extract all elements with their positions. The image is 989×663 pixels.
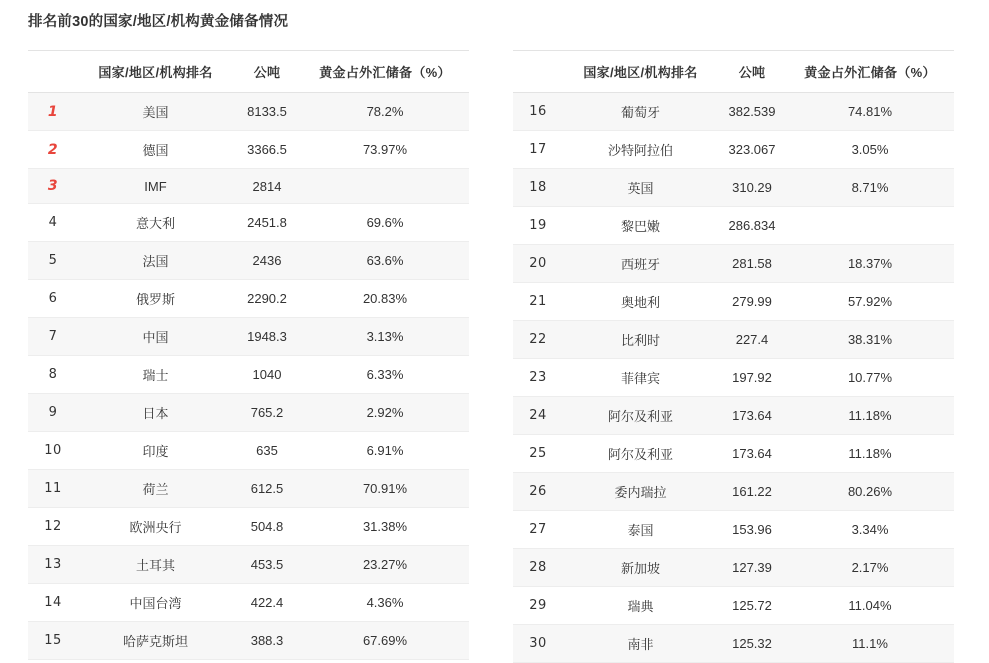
cell-tonnes: 125.72 [718, 587, 786, 625]
table-row [513, 245, 954, 283]
cell-pct: 3.34% [786, 511, 954, 549]
cell-tonnes: 281.58 [718, 245, 786, 283]
cell-pct [786, 207, 954, 245]
cell-rank: 26 [513, 473, 563, 511]
cell-rank: 29 [513, 587, 563, 625]
cell-tonnes: 197.92 [718, 359, 786, 397]
cell-tonnes: 635 [233, 432, 301, 470]
cell-rank: 19 [513, 207, 563, 245]
cell-rank: 22 [513, 321, 563, 359]
cell-rank: 15 [28, 622, 78, 660]
cell-rank: 23 [513, 359, 563, 397]
table-row [513, 93, 954, 131]
cell-pct: 2.92% [301, 394, 469, 432]
cell-pct: 11.18% [786, 435, 954, 473]
cell-pct: 3.13% [301, 318, 469, 356]
left-table-body [28, 93, 469, 660]
table-row [513, 397, 954, 435]
table-row [513, 587, 954, 625]
cell-pct: 2.17% [786, 549, 954, 587]
cell-country: 瑞士 [78, 356, 233, 394]
cell-country: 葡萄牙 [563, 93, 718, 131]
cell-country: 泰国 [563, 511, 718, 549]
table-row [513, 283, 954, 321]
column-header-pct: 黄金占外汇储备（%） [786, 51, 954, 93]
cell-rank: 17 [513, 131, 563, 169]
cell-pct: 74.81% [786, 93, 954, 131]
cell-country: IMF [78, 169, 233, 204]
cell-rank: 3 [28, 169, 78, 204]
table-row [28, 546, 469, 584]
cell-rank: 13 [28, 546, 78, 584]
table-row [28, 131, 469, 169]
cell-country: 阿尔及利亚 [563, 397, 718, 435]
cell-country: 新加坡 [563, 549, 718, 587]
cell-rank: 9 [28, 394, 78, 432]
left-table-wrapper [28, 50, 469, 660]
table-row [28, 204, 469, 242]
table-row [28, 622, 469, 660]
table-row [513, 625, 954, 663]
table-row [28, 584, 469, 622]
cell-country: 阿尔及利亚 [563, 435, 718, 473]
cell-tonnes: 310.29 [718, 169, 786, 207]
tables-container [0, 50, 989, 663]
cell-tonnes: 127.39 [718, 549, 786, 587]
table-row [28, 169, 469, 204]
cell-tonnes: 504.8 [233, 508, 301, 546]
table-row [28, 242, 469, 280]
cell-country: 土耳其 [78, 546, 233, 584]
cell-tonnes: 1948.3 [233, 318, 301, 356]
cell-rank: 4 [28, 204, 78, 242]
cell-country: 沙特阿拉伯 [563, 131, 718, 169]
cell-tonnes: 161.22 [718, 473, 786, 511]
cell-country: 俄罗斯 [78, 280, 233, 318]
cell-rank: 27 [513, 511, 563, 549]
cell-pct: 67.69% [301, 622, 469, 660]
cell-country: 瑞典 [563, 587, 718, 625]
cell-rank: 21 [513, 283, 563, 321]
cell-country: 委内瑞拉 [563, 473, 718, 511]
cell-tonnes: 388.3 [233, 622, 301, 660]
cell-rank: 5 [28, 242, 78, 280]
cell-pct: 69.6% [301, 204, 469, 242]
cell-tonnes: 765.2 [233, 394, 301, 432]
cell-country: 哈萨克斯坦 [78, 622, 233, 660]
cell-pct: 18.37% [786, 245, 954, 283]
cell-country: 印度 [78, 432, 233, 470]
cell-tonnes: 153.96 [718, 511, 786, 549]
cell-country: 法国 [78, 242, 233, 280]
cell-tonnes: 125.32 [718, 625, 786, 663]
cell-pct: 73.97% [301, 131, 469, 169]
table-row [28, 280, 469, 318]
cell-pct: 78.2% [301, 93, 469, 131]
cell-rank: 28 [513, 549, 563, 587]
cell-rank: 11 [28, 470, 78, 508]
table-row [513, 359, 954, 397]
table-row [28, 432, 469, 470]
table-row [513, 131, 954, 169]
cell-tonnes: 2814 [233, 169, 301, 204]
column-header-tonnes: 公吨 [233, 51, 301, 93]
cell-country: 欧洲央行 [78, 508, 233, 546]
cell-pct: 23.27% [301, 546, 469, 584]
cell-country: 荷兰 [78, 470, 233, 508]
cell-tonnes: 1040 [233, 356, 301, 394]
cell-country: 南非 [563, 625, 718, 663]
cell-pct [301, 169, 469, 204]
cell-pct: 80.26% [786, 473, 954, 511]
table-row [513, 207, 954, 245]
cell-rank: 14 [28, 584, 78, 622]
cell-country: 中国台湾 [78, 584, 233, 622]
cell-pct: 6.33% [301, 356, 469, 394]
cell-tonnes: 8133.5 [233, 93, 301, 131]
column-header-pct: 黄金占外汇储备（%） [301, 51, 469, 93]
cell-country: 西班牙 [563, 245, 718, 283]
right-table-wrapper [513, 50, 954, 663]
table-row [513, 321, 954, 359]
right-table-body [513, 93, 954, 663]
column-header-rank-index [28, 51, 78, 93]
cell-country: 中国 [78, 318, 233, 356]
cell-tonnes: 323.067 [718, 131, 786, 169]
cell-country: 菲律宾 [563, 359, 718, 397]
table-row [513, 473, 954, 511]
cell-country: 日本 [78, 394, 233, 432]
table-row [28, 508, 469, 546]
cell-country: 比利时 [563, 321, 718, 359]
page-title: 排名前30的国家/地区/机构黄金储备情况 [28, 14, 289, 30]
table-header-row [513, 51, 954, 93]
cell-country: 英国 [563, 169, 718, 207]
cell-pct: 11.1% [786, 625, 954, 663]
cell-rank: 20 [513, 245, 563, 283]
cell-rank: 1 [28, 93, 78, 131]
cell-rank: 30 [513, 625, 563, 663]
cell-pct: 11.04% [786, 587, 954, 625]
cell-rank: 24 [513, 397, 563, 435]
cell-pct: 57.92% [786, 283, 954, 321]
cell-pct: 3.05% [786, 131, 954, 169]
cell-pct: 31.38% [301, 508, 469, 546]
table-row [513, 511, 954, 549]
cell-rank: 25 [513, 435, 563, 473]
cell-pct: 4.36% [301, 584, 469, 622]
cell-tonnes: 2436 [233, 242, 301, 280]
table-row [28, 318, 469, 356]
cell-tonnes: 173.64 [718, 435, 786, 473]
cell-pct: 63.6% [301, 242, 469, 280]
table-row [513, 549, 954, 587]
table-row [513, 435, 954, 473]
gold-reserves-table-right [513, 50, 954, 663]
cell-country: 奥地利 [563, 283, 718, 321]
cell-country: 美国 [78, 93, 233, 131]
cell-tonnes: 173.64 [718, 397, 786, 435]
cell-rank: 7 [28, 318, 78, 356]
column-header-rank-index [513, 51, 563, 93]
cell-tonnes: 2290.2 [233, 280, 301, 318]
cell-tonnes: 612.5 [233, 470, 301, 508]
table-header-row [28, 51, 469, 93]
cell-tonnes: 279.99 [718, 283, 786, 321]
cell-rank: 18 [513, 169, 563, 207]
table-row [28, 470, 469, 508]
table-row [513, 169, 954, 207]
cell-pct: 11.18% [786, 397, 954, 435]
cell-country: 意大利 [78, 204, 233, 242]
cell-pct: 10.77% [786, 359, 954, 397]
table-row [28, 394, 469, 432]
cell-rank: 16 [513, 93, 563, 131]
column-header-country: 国家/地区/机构排名 [78, 51, 233, 93]
table-row [28, 356, 469, 394]
cell-rank: 12 [28, 508, 78, 546]
gold-reserves-table-left [28, 50, 469, 660]
cell-tonnes: 286.834 [718, 207, 786, 245]
cell-pct: 8.71% [786, 169, 954, 207]
cell-rank: 6 [28, 280, 78, 318]
cell-pct: 70.91% [301, 470, 469, 508]
cell-tonnes: 382.539 [718, 93, 786, 131]
cell-pct: 6.91% [301, 432, 469, 470]
cell-tonnes: 422.4 [233, 584, 301, 622]
cell-tonnes: 3366.5 [233, 131, 301, 169]
cell-rank: 2 [28, 131, 78, 169]
cell-pct: 20.83% [301, 280, 469, 318]
cell-tonnes: 227.4 [718, 321, 786, 359]
cell-rank: 10 [28, 432, 78, 470]
table-row [28, 93, 469, 131]
column-header-country: 国家/地区/机构排名 [563, 51, 718, 93]
cell-tonnes: 453.5 [233, 546, 301, 584]
cell-country: 黎巴嫩 [563, 207, 718, 245]
column-header-tonnes: 公吨 [718, 51, 786, 93]
cell-tonnes: 2451.8 [233, 204, 301, 242]
cell-pct: 38.31% [786, 321, 954, 359]
cell-country: 德国 [78, 131, 233, 169]
cell-rank: 8 [28, 356, 78, 394]
